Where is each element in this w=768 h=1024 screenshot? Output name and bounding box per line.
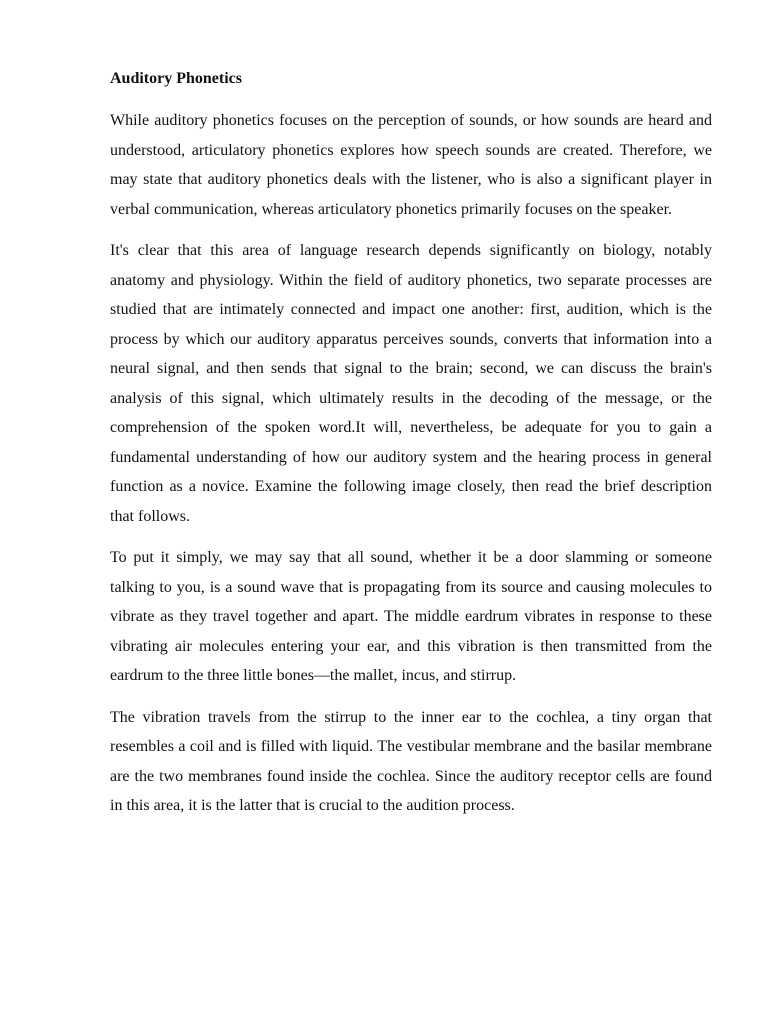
paragraph-4: The vibration travels from the stirrup to the inner ear to the cochlea, a tiny organ that resembles a coil and is filled with liquid. The vestibular membrane and the basilar membrane are the two membranes found inside the cochlea. Since the auditory receptor cells are found in this area, it is the latter that is crucial to the audition process. — [110, 708, 712, 814]
paragraph-2: It's clear that this area of language research depends significantly on biology, notably anatomy and physiology. Within the field of auditory phonetics, two separate processes are studied that are intimately connected and impact one another: first, audition, which is the process by which our auditory apparatus perceives sounds, converts that information into a neural signal, and then sends that signal to the brain; second, we can discuss the brain's analysis of this signal, which ultimately results in the decoding of the message, or the comprehension of the spoken word.It will, nevertheless, be adequate for you to gain a fundamental understanding of how our auditory system and the hearing process in general function as a novice. Examine the following image closely, then read the brief description that follows. — [110, 242, 712, 525]
paragraph-3: To put it simply, we may say that all sound, whether it be a door slamming or someone talking to you, is a sound wave that is propagating from its source and causing molecules to vibrate as they travel together and apart. The middle eardrum vibrates in response to these vibrating air molecules entering your ear, and this vibration is then transmitted from the eardrum to the three little bones—the mallet, incus, and stirrup. — [110, 549, 712, 684]
section-heading: Auditory Phonetics — [110, 70, 242, 87]
document-page — [110, 66, 712, 833]
paragraph-1: While auditory phonetics focuses on the perception of sounds, or how sounds are heard and understood, articulatory phonetics explores how speech sounds are created. Therefore, we may state that auditory phonetics deals with the listener, who is also a significant player in verbal communication, whereas articulatory phonetics primarily focuses on the speaker. — [110, 112, 712, 218]
